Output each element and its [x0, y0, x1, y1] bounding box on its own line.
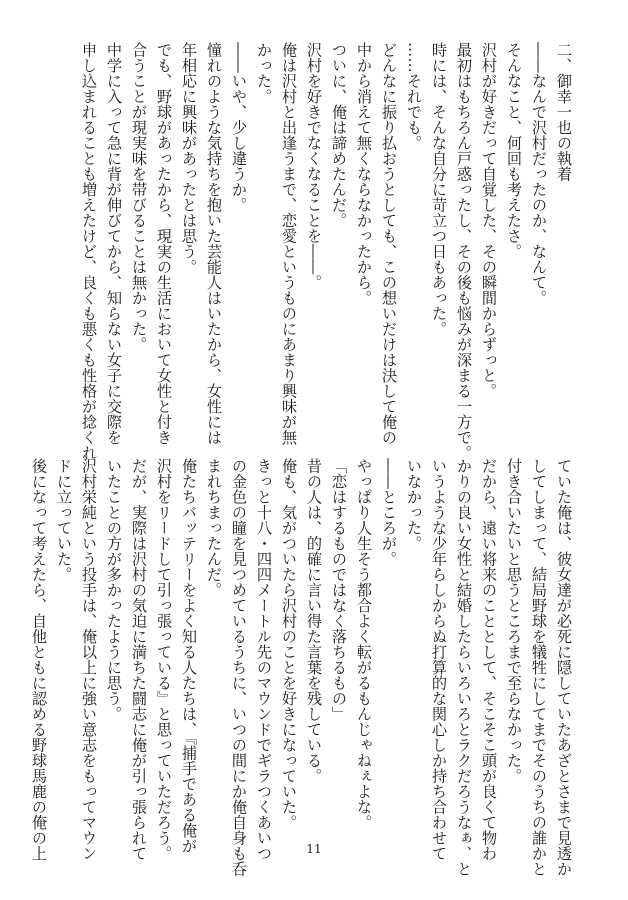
bottom-block-line: かりの良い女性と結婚したらいろいろとラクだろうなぁ、と [455, 458, 473, 877]
bottom-block-line: いなかった。 [405, 458, 423, 551]
bottom-block-line: 沢村栄純という投手は、俺以上に強い意志をもってマウン [80, 458, 98, 861]
bottom-block-line: ていた俺は、彼女達が必死に隠していたあざとさまで見透か [555, 458, 573, 877]
text-block-top [46, 42, 576, 461]
top-block-line: 最初はもちろん戸惑ったし、その後も悩みが深まる一方で。 [455, 42, 473, 461]
top-block-line: 申し込まれることも増えたけど、良くも悪くも性格が捻くれ [80, 42, 98, 461]
top-block-line: ――なんで沢村だったのか、なんて。 [530, 42, 548, 306]
bottom-block-line: ドに立っていた。 [55, 458, 73, 582]
top-block-line: 時には、そんな自分に苛立つ日もあった。 [430, 42, 448, 337]
bottom-block-line: 後になって考えたら、自他ともに認める野球馬鹿の俺の上 [30, 458, 48, 861]
bottom-block-line: 付き合いたいと思うところまで至らなかった。 [505, 458, 523, 784]
bottom-block-line: まれちまったんだ。 [205, 458, 223, 598]
top-block-line: 沢村が好きだって自覚した、その瞬間からずっと。 [480, 42, 498, 399]
top-block-line: でも、野球があったから、現実の生活において女性と付き [155, 42, 173, 445]
top-block-line: 沢村を好きでなくなることを――。 [305, 42, 323, 290]
top-block-line: どんなに振り払おうとしても、この想いだけは決して俺の [380, 42, 398, 445]
bottom-block-line: きっと十八・四四メートル先のマウンドでギラつくあいつ [255, 458, 273, 861]
bottom-block-line: の金色の瞳を見つめているうちに、いつの間にか俺自身も呑 [230, 458, 248, 877]
bottom-block-line: 「恋はするものではなく落ちるもの」 [330, 458, 348, 722]
bottom-block-line: 俺たちバッテリーをよく知る人たちは、『捕手である俺が [180, 458, 198, 854]
top-block-line: ……それでも。 [405, 42, 423, 151]
bottom-block-line: いたことの方が多かったように思う。 [105, 458, 123, 722]
top-block-line: ついに、俺は諦めたんだ。 [330, 42, 348, 228]
bottom-block-line: やっぱり人生そう都合よく転がるもんじゃねぇよな。 [355, 458, 373, 830]
top-block-line: かった。 [255, 42, 273, 104]
bottom-block-line: してしまって、結局野球を犠牲にしてまでそのうちの誰かと [530, 458, 548, 877]
bottom-block-line: だから、遠い将来のこととして、そこそこ頭が良くて物わ [480, 458, 498, 861]
top-block-line: 合うことが現実味を帯びることは無かった。 [130, 42, 148, 352]
chapter-heading: 二、御幸一也の執着 [555, 42, 573, 182]
page-number: 11 [306, 842, 322, 856]
bottom-block-line: 俺も、気がついたら沢村のことを好きになっていた。 [280, 458, 298, 830]
top-block-line: 中学に入って急に背が伸びてから、知らない女子に交際を [105, 42, 123, 445]
bottom-block-line: 昔の人は、的確に言い得た言葉を残している。 [305, 458, 323, 784]
bottom-block-line: いうような少年らしからぬ打算的な関心しか持ち合わせて [430, 458, 448, 861]
bottom-block-line: 沢村をリードして引っ張っている』と思っていただろう。 [155, 458, 173, 861]
top-block-line: 俺は沢村と出逢うまで、恋愛というものにあまり興味が無 [280, 42, 298, 445]
bottom-block-line: ――ところが。 [380, 458, 398, 567]
top-block-line: ――いや、少し違うか。 [230, 42, 248, 213]
top-block-line: 憧れのような気持ちを抱いた芸能人はいたから、女性には [205, 42, 223, 445]
top-block-line: そんなこと、何回も考えたさ。 [505, 42, 523, 259]
top-block-line: 年相応に興味があったとは思う。 [180, 42, 198, 275]
bottom-block-line: だが、実際は沢村の気迫に満ちた闘志に俺が引っ張られて [130, 458, 148, 861]
top-block-line: 中から消えて無くならなかったから。 [355, 42, 373, 306]
